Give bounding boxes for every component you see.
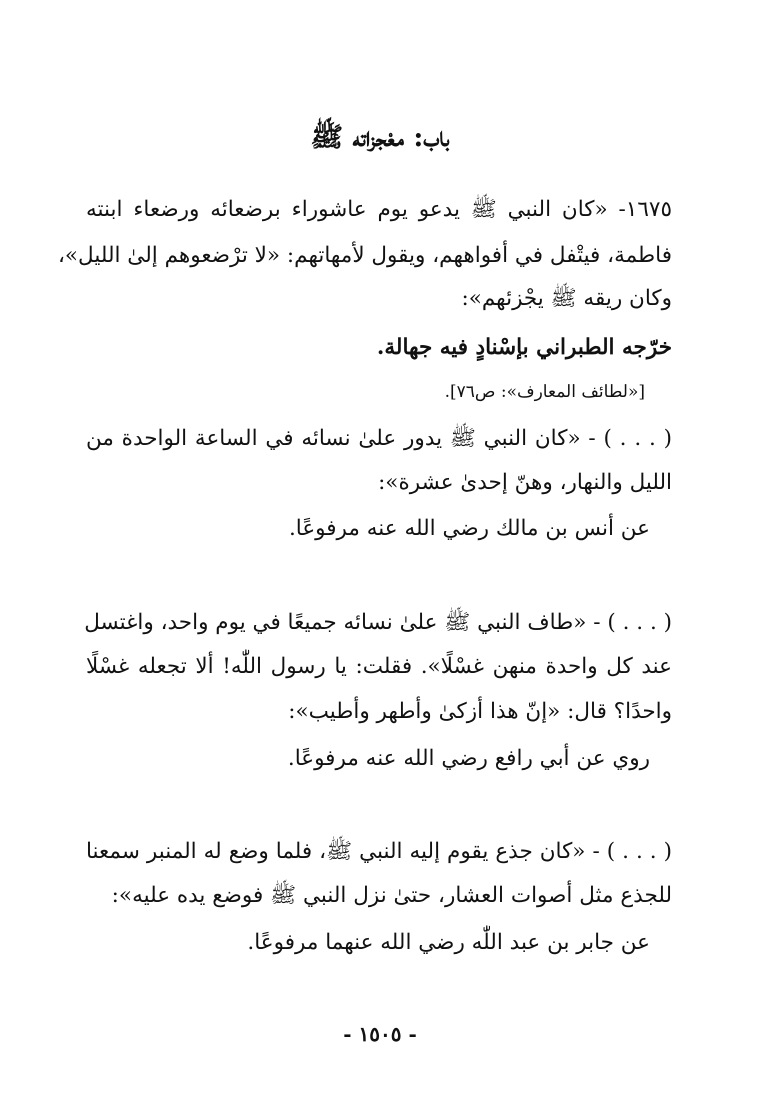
hadith-3-line-3: واحدًا؟ قال: «إنّ هذا أزكىٰ وأطهر وأطيب»: bbox=[288, 699, 672, 724]
hadith-3-line-1: ( . . . ) - «طاف النبي ﷺ علىٰ نسائه جميعًا في يوم واحد، واغتسل bbox=[84, 610, 672, 635]
hadith-3-source: روي عن أبي رافع رضي الله عنه مرفوعًا. bbox=[287, 746, 650, 771]
hadith-1675-ruling: خرّجه الطبراني بإسْنادٍ فيه جهالة. bbox=[376, 335, 672, 360]
page-number: - ١٥٠٥ - bbox=[343, 1022, 417, 1046]
chapter-title: باب: معْجزاته ﷺ bbox=[310, 122, 450, 153]
hadith-2-line-1: ( . . . ) - «كان النبي ﷺ يدور علىٰ نسائه في الساعة الواحدة من bbox=[86, 426, 672, 451]
hadith-1675-reference: [«لطائف المعارف»: ص٧٦]. bbox=[444, 382, 645, 402]
hadith-4-source: عن جابر بن عبد اللّٰه رضي الله عنهما مرفوعًا. bbox=[247, 930, 650, 955]
hadith-1675-line-2: فاطمة، فيتْفل في أفواههم، ويقول لأمهاتهم: «لا ترْضعوهم إلىٰ الليل»، bbox=[57, 243, 672, 268]
hadith-4-line-1: ( . . . ) - «كان جذع يقوم إليه النبي ﷺ، فلما وضع له المنبر سمعنا bbox=[86, 839, 672, 864]
hadith-2-source: عن أنس بن مالك رضي الله عنه مرفوعًا. bbox=[288, 516, 650, 541]
hadith-3-line-2: عند كل واحدة منهن غسْلًا». فقلت: يا رسول اللّٰه! ألا تجعله غسْلًا bbox=[86, 654, 672, 679]
hadith-1675-line-3: وكان ريقه ﷺ يجْزئهم»: bbox=[461, 286, 672, 311]
hadith-4-line-2: للجذع مثل أصوات العشار، حتىٰ نزل النبي ﷺ فوضع يده عليه»: bbox=[111, 883, 672, 908]
hadith-1675-line-1: ١٦٧٥- «كان النبي ﷺ يدعو يوم عاشوراء برضعائه ورضعاء ابنته bbox=[86, 197, 672, 222]
hadith-2-line-2: الليل والنهار، وهنّ إحدىٰ عشرة»: bbox=[378, 470, 672, 495]
